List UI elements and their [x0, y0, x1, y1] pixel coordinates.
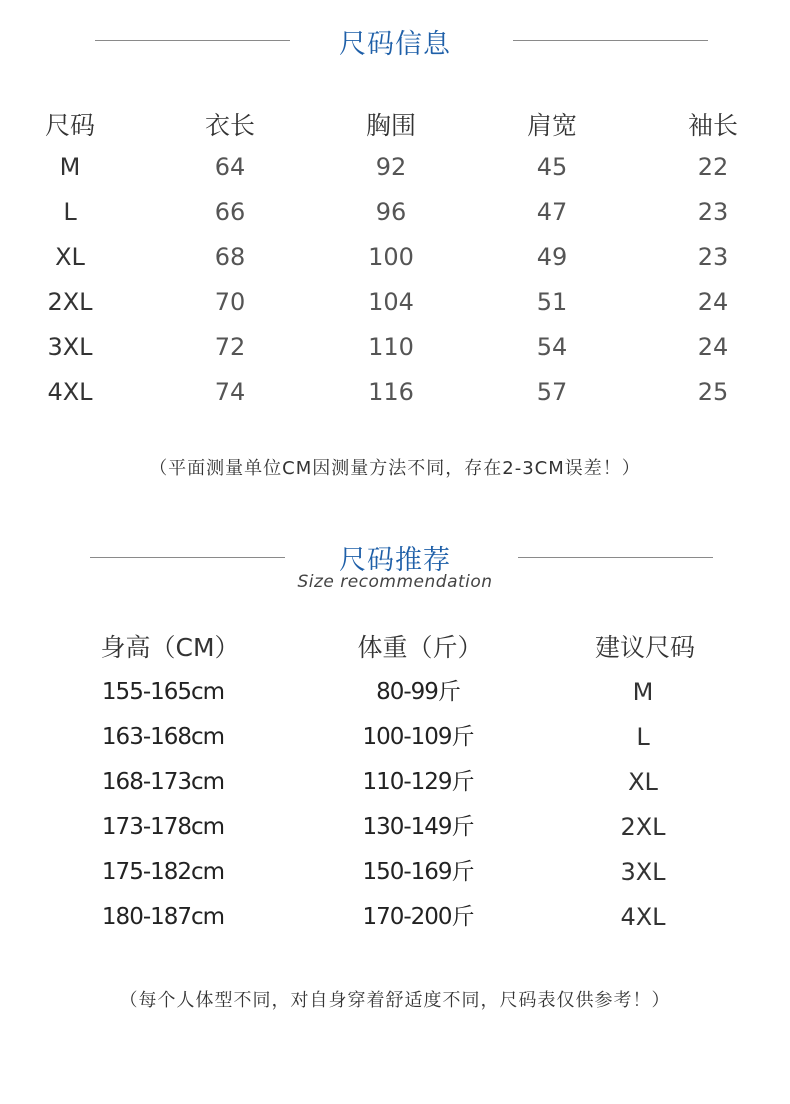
length-cell: 68: [214, 243, 246, 271]
shoulder-cell: 57: [536, 378, 568, 406]
table-row: [0, 717, 790, 757]
chest-cell: 116: [368, 378, 414, 406]
size-cell: L: [63, 198, 77, 226]
weight-cell: 110-129斤: [362, 769, 474, 795]
weight-cell: 150-169斤: [362, 859, 474, 885]
column-header-chest: 胸围: [365, 111, 416, 140]
size-cell: 2XL: [47, 288, 93, 316]
header-divider-right: [513, 40, 708, 41]
table-row: [0, 192, 790, 232]
chest-cell: 100: [368, 243, 414, 271]
size-recommendation-title: 尺码推荐: [339, 545, 451, 576]
weight-cell: 130-149斤: [362, 814, 474, 840]
sleeve-cell: 22: [697, 153, 729, 181]
recommended-size-cell: M: [632, 678, 654, 706]
size-cell: 3XL: [47, 333, 93, 361]
chest-cell: 110: [368, 333, 414, 361]
table-row: [0, 672, 790, 712]
sleeve-cell: 23: [697, 198, 729, 226]
chest-cell: 104: [368, 288, 414, 316]
weight-cell: 100-109斤: [362, 724, 474, 750]
shoulder-cell: 54: [536, 333, 568, 361]
recommended-size-cell: XL: [628, 768, 658, 796]
chest-cell: 92: [375, 153, 407, 181]
size-cell: XL: [55, 243, 85, 271]
size-recommendation-subtitle: Size recommendation: [297, 572, 493, 592]
sleeve-cell: 24: [697, 333, 729, 361]
sleeve-cell: 23: [697, 243, 729, 271]
recommendation-note: （每个人体型不同，对自身穿着舒适度不同，尺码表仅供参考！）: [119, 990, 671, 1011]
recommended-size-cell: L: [636, 723, 650, 751]
length-cell: 64: [214, 153, 246, 181]
table-row: [0, 852, 790, 892]
table-row: [0, 762, 790, 802]
shoulder-cell: 49: [536, 243, 568, 271]
length-cell: 70: [214, 288, 246, 316]
table-row: [0, 327, 790, 367]
recommended-size-cell: 2XL: [620, 813, 666, 841]
column-header-length: 衣长: [204, 111, 255, 140]
sleeve-cell: 24: [697, 288, 729, 316]
height-cell: 175-182cm: [101, 859, 225, 885]
column-header-sleeve: 袖长: [687, 111, 738, 140]
column-header-size: 尺码: [44, 111, 95, 140]
shoulder-cell: 47: [536, 198, 568, 226]
length-cell: 72: [214, 333, 246, 361]
shoulder-cell: 45: [536, 153, 568, 181]
size-recommendation-header: [0, 538, 790, 598]
table-header-row: [0, 628, 790, 668]
column-header-recommended-size: 建议尺码: [594, 633, 695, 662]
column-header-weight: 体重（斤）: [357, 633, 483, 662]
table-header-row: [0, 106, 790, 146]
table-row: [0, 147, 790, 187]
height-cell: 180-187cm: [101, 904, 225, 930]
recommended-size-cell: 4XL: [620, 903, 666, 931]
table-row: [0, 282, 790, 322]
height-cell: 168-173cm: [101, 769, 225, 795]
size-cell: 4XL: [47, 378, 93, 406]
size-info-title: 尺码信息: [339, 29, 451, 60]
header-divider-right: [518, 557, 713, 558]
column-header-shoulder: 肩宽: [526, 111, 577, 140]
column-header-height: 身高（CM）: [100, 633, 240, 662]
size-info-header: [0, 20, 790, 60]
table-row: [0, 237, 790, 277]
length-cell: 66: [214, 198, 246, 226]
measurement-note: （平面测量单位CM因测量方法不同，存在2-3CM误差！）: [149, 458, 641, 479]
recommended-size-cell: 3XL: [620, 858, 666, 886]
height-cell: 173-178cm: [101, 814, 225, 840]
table-row: [0, 372, 790, 412]
chest-cell: 96: [375, 198, 407, 226]
height-cell: 163-168cm: [101, 724, 225, 750]
height-cell: 155-165cm: [101, 679, 225, 705]
sleeve-cell: 25: [697, 378, 729, 406]
shoulder-cell: 51: [536, 288, 568, 316]
length-cell: 74: [214, 378, 246, 406]
weight-cell: 170-200斤: [362, 904, 474, 930]
weight-cell: 80-99斤: [376, 679, 460, 705]
size-cell: M: [59, 153, 81, 181]
table-row: [0, 897, 790, 937]
table-row: [0, 807, 790, 847]
